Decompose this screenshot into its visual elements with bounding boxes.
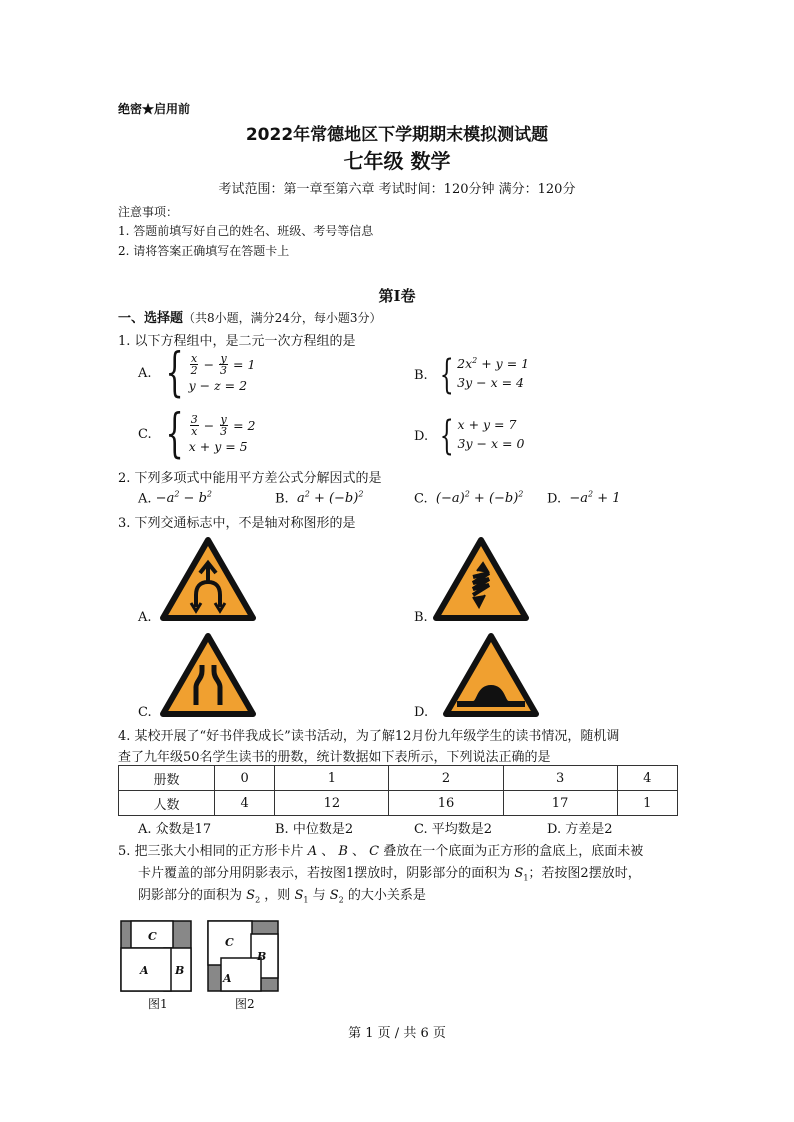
equation-system: $\frac{x}{2}$ − $\frac{y}{3}$ = 1 y − z = 2: [188, 351, 256, 393]
question-5-line-1: 5. 把三张大小相同的正方形卡片 A 、 B 、 C 叠放在一个底面为正方形的盒底上，底面未被: [118, 844, 644, 859]
table-cell: 4: [215, 791, 275, 816]
var: S: [246, 888, 256, 903]
table-cell: 1: [617, 791, 677, 816]
brace: {: [439, 413, 454, 459]
subscript: 2: [338, 895, 344, 905]
q2-option-b: B. $a^2 + (-b)^2$: [275, 490, 364, 507]
text: ，则: [264, 888, 291, 903]
notes-title: 注意事项：: [118, 205, 179, 219]
card-a-label: A: [223, 972, 232, 985]
option-label: A.: [138, 365, 152, 381]
table-cell: 1: [275, 766, 389, 791]
table-cell: 2: [389, 766, 503, 791]
q4-option-c: C. 平均数是2: [414, 822, 493, 837]
traffic-sign-c: [160, 633, 256, 717]
question-4-stem-1: 4. 某校开展了“好书伴我成长”读书活动，为了解12月份九年级学生的读书情况，随机调: [118, 729, 620, 744]
q3-option-a: A.: [138, 610, 152, 625]
text: 5. 把三张大小相同的正方形卡片: [118, 844, 304, 859]
figure-2: [207, 920, 279, 992]
section-label: 一、选择题: [118, 311, 184, 326]
text: ；若按图2摆放时，: [528, 866, 641, 881]
question-1-stem: 1. 以下方程组中，是二元一次方程组的是: [118, 334, 356, 349]
exam-title: 2022年常德地区下学期期末模拟测试题: [245, 125, 549, 145]
traffic-sign-d: [443, 633, 539, 717]
card-a-label: A: [140, 964, 149, 977]
traffic-sign-b: [433, 537, 529, 621]
text: 与: [312, 888, 326, 903]
option-label: A.: [138, 491, 152, 507]
q2-option-a: A. $-a^2 - b^2$: [138, 490, 212, 507]
q3-option-c: C.: [138, 705, 152, 720]
q4-option-d: D. 方差是2: [547, 822, 613, 837]
q2-option-c: C. $(-a)^2 + (-b)^2$: [414, 490, 524, 507]
text: 卡片覆盖的部分用阴影表示，若按图1摆放时，阴影部分的面积为: [138, 866, 511, 881]
text: 阴影部分的面积为: [138, 888, 243, 903]
equation-system: $2x^2 + y = 1$ 3y − x = 4: [457, 356, 530, 390]
traffic-sign-a: [160, 537, 256, 621]
question-5-line-3: [138, 884, 426, 905]
q3-option-d: D.: [414, 705, 429, 720]
subscript: 1: [303, 895, 309, 905]
option-label: B.: [275, 491, 289, 507]
question-5-line-2: [138, 862, 641, 883]
subscript: 1: [523, 873, 529, 883]
table-row: [119, 766, 678, 791]
table-cell: 17: [503, 791, 617, 816]
figure-2-caption: 图2: [235, 997, 255, 1011]
var: C: [369, 844, 380, 859]
subscript: 2: [255, 895, 261, 905]
option-label: C.: [138, 426, 152, 442]
text: 叠放在一个底面为正方形的盒底上，底面未被: [383, 844, 644, 859]
q4-option-b: B. 中位数是2: [275, 822, 354, 837]
brace: {: [164, 343, 184, 403]
var: B: [338, 844, 348, 859]
q1-option-a: [138, 343, 256, 403]
option-label: D.: [414, 428, 429, 444]
brace: {: [165, 404, 184, 464]
question-2-stem: 2. 下列多项式中能用平方差公式分解因式的是: [118, 471, 382, 486]
table-cell: 16: [389, 791, 503, 816]
table-cell: 3: [503, 766, 617, 791]
part-heading: 第Ⅰ卷: [378, 287, 416, 305]
q1-option-c: [138, 404, 256, 464]
figure-1: [120, 920, 192, 992]
question-3-stem: 3. 下列交通标志中，不是轴对称图形的是: [118, 516, 356, 531]
table-cell: 12: [275, 791, 389, 816]
q1-option-b: [414, 352, 530, 398]
q3-option-b: B.: [414, 610, 428, 625]
reading-table: [118, 765, 678, 816]
equation-system: $\frac{3}{x}$ − $\frac{y}{3}$ = 2 x + y = 5: [188, 412, 256, 454]
q4-option-a: A. 众数是17: [138, 822, 212, 837]
card-b-label: B: [175, 964, 185, 977]
text: 的大小关系是: [347, 888, 426, 903]
option-label: B.: [414, 367, 428, 383]
var: A: [307, 844, 318, 859]
section-desc: （共8小题，满分24分，每小题3分）: [183, 311, 382, 325]
figure-1-caption: 图1: [148, 997, 168, 1011]
section-heading: [118, 307, 382, 326]
equation-system: x + y = 7 3y − x = 0: [457, 417, 525, 451]
secret-label: 绝密★启用前: [118, 102, 191, 116]
brace: {: [439, 352, 454, 398]
page-footer: 第 1 页 / 共 6 页: [348, 1026, 446, 1041]
q1-option-d: [414, 413, 525, 459]
table-cell: 4: [617, 766, 677, 791]
card-c-label: C: [148, 930, 157, 943]
var: S: [294, 888, 304, 903]
table-row: [119, 791, 678, 816]
table-cell: 册数: [119, 766, 215, 791]
exam-subtitle: 七年级 数学: [343, 149, 451, 173]
card-c-label: C: [225, 936, 234, 949]
table-cell: 0: [215, 766, 275, 791]
var: S: [329, 888, 339, 903]
question-4-stem-2: 查了九年级50名学生读书的册数，统计数据如下表所示，下列说法正确的是: [118, 750, 551, 765]
exam-info: 考试范围：第一章至第六章 考试时间：120分钟 满分：120分: [218, 182, 576, 197]
note-item: 1. 答题前填写好自己的姓名、班级、考号等信息: [118, 224, 374, 238]
option-label: D.: [547, 491, 562, 507]
var: S: [514, 866, 524, 881]
note-item: 2. 请将答案正确填写在答题卡上: [118, 244, 290, 258]
card-b-label: B: [257, 950, 267, 963]
option-label: C.: [414, 491, 428, 507]
table-cell: 人数: [119, 791, 215, 816]
q2-option-d: D. $-a^2 + 1$: [547, 490, 621, 507]
